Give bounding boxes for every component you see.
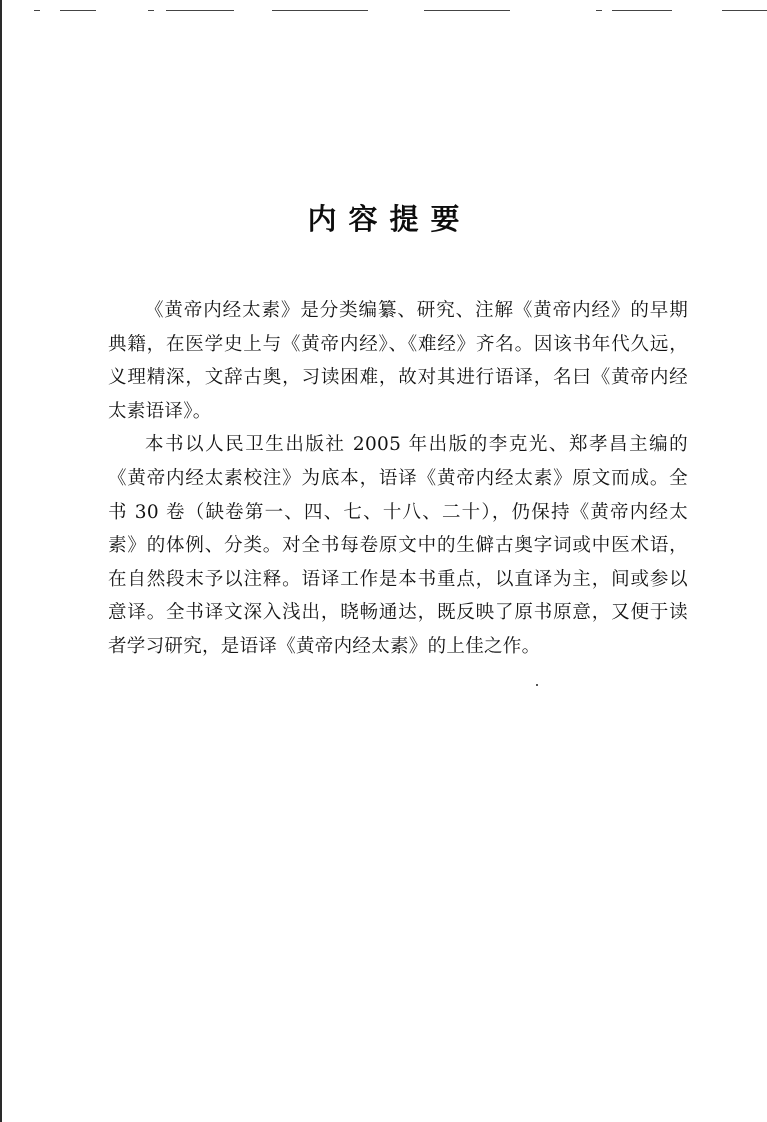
scan-speck bbox=[536, 684, 538, 686]
page-title: 内容提要 bbox=[307, 202, 472, 237]
summary-paragraph-2: 本书以人民卫生出版社 2005 年出版的李克光、郑孝昌主编的《黄帝内经太素校注》为底本，语译《黄帝内经太素》原文而成。全书 30 卷（缺卷第一、四、七、十八、二十），仍保持《黄帝内经太素》的体例、分类。对全书每卷原文中的生僻古奥字词或中医术语，在自然段末予以注释。语译工作是本书重点，以直译为主，间或参以意译。全书译文深入浅出，晓畅通达，既反映了原书原意，又便于读者学习研究，是语译《黄帝内经太素》的上佳之作。 bbox=[108, 434, 688, 657]
scan-dash bbox=[34, 10, 40, 11]
scan-dash bbox=[424, 10, 510, 11]
scan-dash bbox=[60, 10, 96, 11]
scan-top-artifacts bbox=[0, 0, 767, 16]
scan-dash bbox=[612, 10, 672, 11]
scan-left-edge bbox=[0, 0, 2, 1122]
scan-dash bbox=[722, 10, 767, 11]
scan-dash bbox=[596, 10, 602, 11]
scan-dash bbox=[272, 10, 368, 11]
scan-dash bbox=[148, 10, 154, 11]
summary-body bbox=[108, 294, 688, 664]
summary-paragraph-1: 《黄帝内经太素》是分类编纂、研究、注解《黄帝内经》的早期典籍，在医学史上与《黄帝内经》、《难经》齐名。因该书年代久远，义理精深，文辞古奥，习读困难，故对其进行语译，名曰《黄帝内经太素语译》。 bbox=[108, 300, 688, 422]
scan-dash bbox=[166, 10, 234, 11]
